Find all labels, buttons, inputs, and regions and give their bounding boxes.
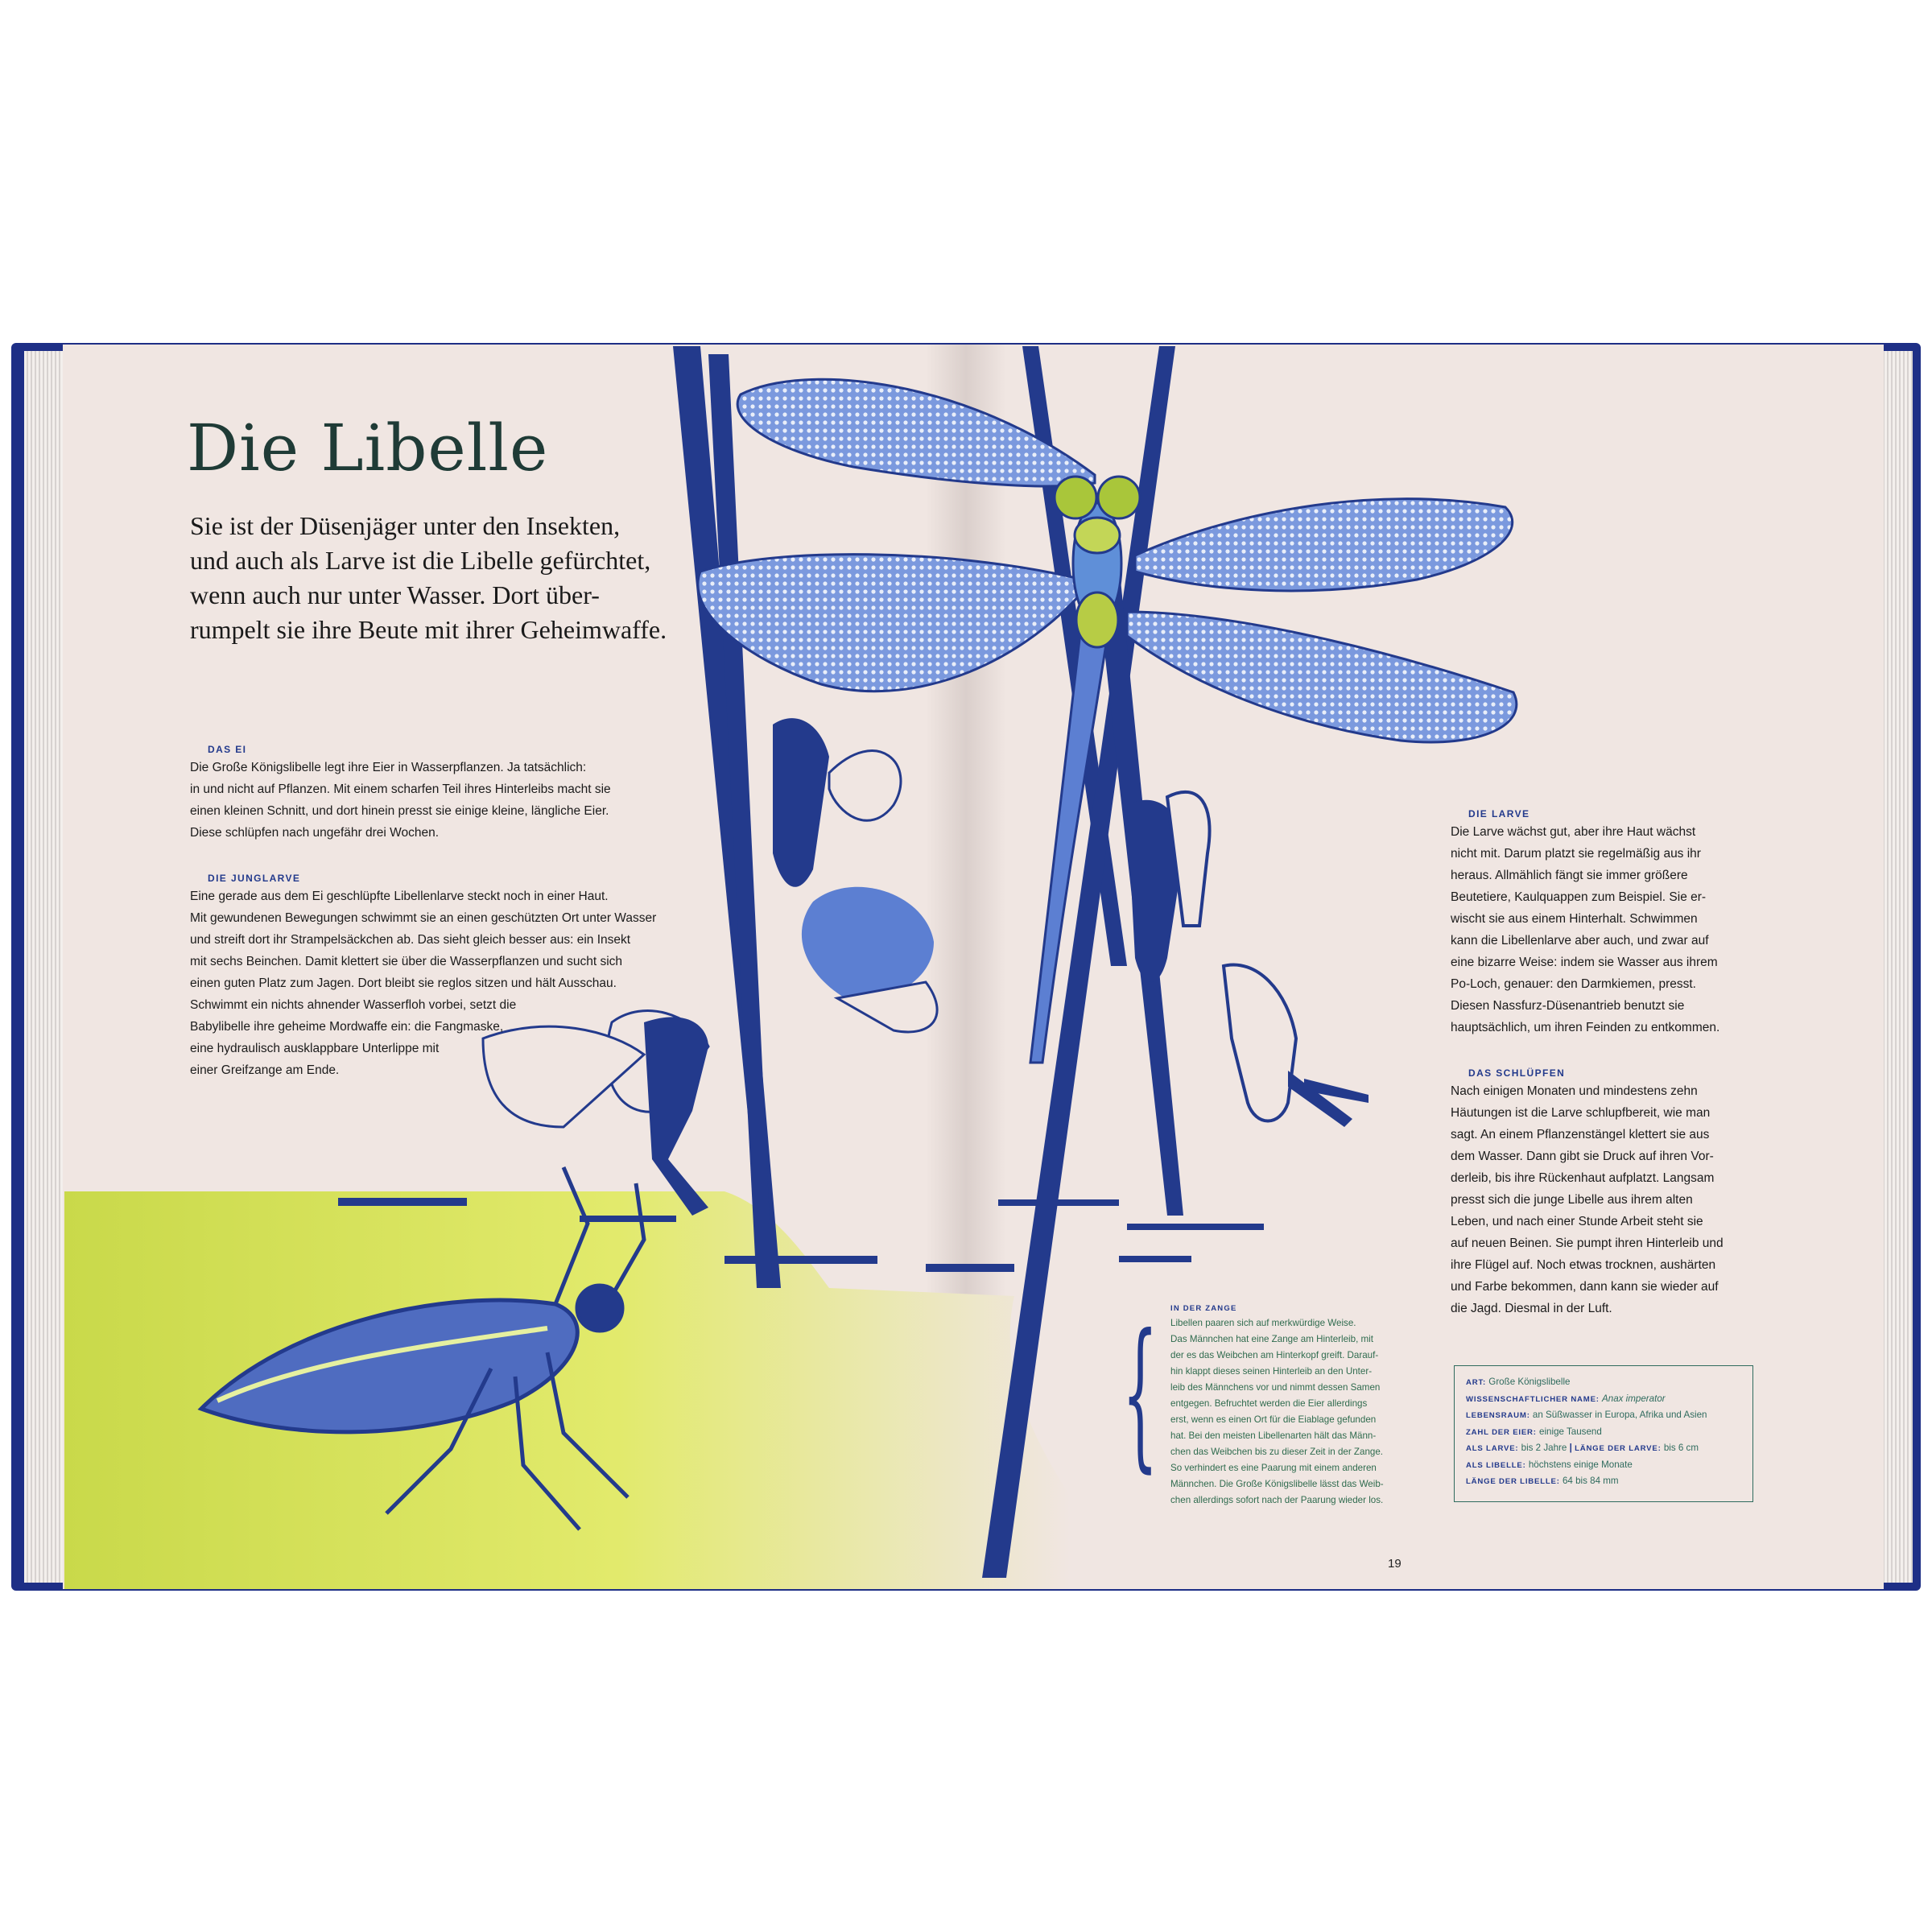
text-line: einer Greifzange am Ende. xyxy=(190,1063,340,1077)
lead-line: Sie ist der Düsenjäger unter den Insekten, xyxy=(190,511,621,540)
text-line: hauptsächlich, um ihren Feinden zu entkommen. xyxy=(1451,1021,1720,1034)
pond-water xyxy=(64,1191,1071,1589)
text-line: derleib, bis ihre Rückenhaut aufplatzt. Langsam xyxy=(1451,1171,1715,1185)
fact-label: ART: xyxy=(1466,1378,1487,1387)
text-line: und streift dort ihr Strampelsäckchen ab. Das sieht gleich besser aus: ein Insekt xyxy=(190,933,631,947)
fact-row-larva xyxy=(1466,1440,1741,1457)
text-line: Diesen Nassfurz-Düsenantrieb benutzt sie xyxy=(1451,999,1685,1013)
text-line: eine hydraulisch ausklappbare Unterlippe mit xyxy=(190,1042,440,1055)
text-line: Häutungen ist die Larve schlupfbereit, wie man xyxy=(1451,1106,1711,1120)
section-text-ei xyxy=(190,757,611,844)
text-line: Die Große Königslibelle legt ihre Eier in Wasserpflanzen. Ja tatsächlich: xyxy=(190,761,587,774)
fact-label: ALS LIBELLE: xyxy=(1466,1460,1526,1470)
page-number: 19 xyxy=(1388,1557,1402,1571)
text-line: Leben, und nach einer Stunde Arbeit steht sie xyxy=(1451,1215,1703,1228)
text-line: auf neuen Beinen. Sie pumpt ihren Hinterleib und xyxy=(1451,1236,1724,1250)
text-line: einen guten Platz zum Jagen. Dort bleibt sie reglos sitzen und hält Ausschau. xyxy=(190,976,617,990)
fact-value: Große Königslibelle xyxy=(1488,1377,1571,1387)
text-line: wischt sie aus einem Hinterhalt. Schwimmen xyxy=(1451,912,1698,926)
fact-row-scientific-name xyxy=(1466,1391,1741,1408)
fact-row-eggs xyxy=(1466,1424,1741,1441)
sidenote-heading: IN DER ZANGE xyxy=(1170,1304,1237,1313)
text-line: Diese schlüpfen nach ungefähr drei Wochen. xyxy=(190,826,440,840)
section-heading-larve: DIE LARVE xyxy=(1468,808,1530,819)
fact-label: LÄNGE DER LARVE: xyxy=(1575,1444,1662,1453)
fact-value: 64 bis 84 mm xyxy=(1562,1476,1619,1486)
species-factbox xyxy=(1454,1365,1753,1502)
sidenote-line: hin klappt dieses seinen Hinterleib an den Unter- xyxy=(1170,1366,1373,1377)
sidenote-line: chen das Weibchen bis zu dieser Zeit in der Zange. xyxy=(1170,1447,1384,1457)
sidenote-line: entgegen. Befruchtet werden die Eier allerdings xyxy=(1170,1398,1368,1409)
text-line: Eine gerade aus dem Ei geschlüpfte Libellenlarve steckt noch in einer Haut. xyxy=(190,890,609,903)
text-line: nicht mit. Darum platzt sie regelmäßig aus ihr xyxy=(1451,847,1701,861)
text-line: eine bizarre Weise: indem sie Wasser aus ihrem xyxy=(1451,956,1718,969)
text-line: und Farbe bekommen, dann kann sie wieder auf xyxy=(1451,1280,1719,1294)
text-line: Schwimmt ein nichts ahnender Wasserfloh vorbei, setzt die xyxy=(190,998,517,1012)
text-line: Babylibelle ihre geheime Mordwaffe ein: die Fangmaske, xyxy=(190,1020,504,1034)
fact-value: bis 6 cm xyxy=(1663,1443,1699,1453)
text-line: Mit gewundenen Bewegungen schwimmt sie an einen geschützten Ort unter Wasser xyxy=(190,911,657,925)
fact-row-adult xyxy=(1466,1457,1741,1474)
sidenote-line: erst, wenn es einen Ort für die Eiablage gefunden xyxy=(1170,1414,1377,1425)
fact-label: LÄNGE DER LIBELLE: xyxy=(1466,1477,1560,1486)
sidenote-line: leib des Männchens vor und nimmt dessen Samen xyxy=(1170,1382,1381,1393)
text-line: Po-Loch, genauer: den Darmkiemen, presst. xyxy=(1451,977,1696,991)
fact-value: einige Tausend xyxy=(1539,1426,1602,1437)
fact-label: ALS LARVE: xyxy=(1466,1444,1519,1453)
fact-label: ZAHL DER EIER: xyxy=(1466,1427,1537,1437)
text-line: ihre Flügel auf. Noch etwas trocknen, aushärten xyxy=(1451,1258,1716,1272)
sidenote-line: der es das Weibchen am Hinterkopf greift. Darauf- xyxy=(1170,1350,1379,1360)
fact-value: Anax imperator xyxy=(1602,1393,1666,1404)
curly-brace: { xyxy=(1122,1300,1158,1488)
fact-row-length xyxy=(1466,1473,1741,1490)
section-heading-schluepfen: DAS SCHLÜPFEN xyxy=(1468,1067,1566,1079)
sidenote-line: chen allerdings sofort nach der Paarung wieder los. xyxy=(1170,1495,1384,1505)
text-line: heraus. Allmählich fängt sie immer größere xyxy=(1451,869,1688,882)
fact-value: höchstens einige Monate xyxy=(1528,1459,1633,1470)
text-line: sagt. An einem Pflanzenstängel klettert sie aus xyxy=(1451,1128,1710,1141)
text-line: mit sechs Beinchen. Damit klettert sie über die Wasserpflanzen und sucht sich xyxy=(190,955,623,968)
text-line: kann die Libellenlarve aber auch, und zwar auf xyxy=(1451,934,1709,947)
sidenote-line: Das Männchen hat eine Zange am Hinterleib, mit xyxy=(1170,1334,1373,1344)
fact-label: WISSENSCHAFTLICHER NAME: xyxy=(1466,1394,1600,1404)
sidenote-line: Männchen. Die Große Königslibelle lässt das Weib- xyxy=(1170,1479,1384,1489)
lead-line: wenn auch nur unter Wasser. Dort über- xyxy=(190,580,600,609)
text-line: dem Wasser. Dann gibt sie Druck auf ihren Vor- xyxy=(1451,1150,1714,1163)
text-line: Die Larve wächst gut, aber ihre Haut wächst xyxy=(1451,825,1696,839)
text-line: presst sich die junge Libelle aus ihrem alten xyxy=(1451,1193,1693,1207)
section-heading-ei: DAS EI xyxy=(208,744,247,755)
sidenote-line: hat. Bei den meisten Libellenarten hält das Männ- xyxy=(1170,1430,1377,1441)
sidenote-line: Libellen paaren sich auf merkwürdige Weise. xyxy=(1170,1318,1356,1328)
fact-row-habitat xyxy=(1466,1407,1741,1424)
text-line: die Jagd. Diesmal in der Luft. xyxy=(1451,1302,1612,1315)
fact-value: bis 2 Jahre xyxy=(1521,1443,1567,1453)
section-heading-junglarve: DIE JUNGLARVE xyxy=(208,873,301,884)
text-line: Beutetiere, Kaulquappen zum Beispiel. Sie er- xyxy=(1451,890,1707,904)
lead-line: und auch als Larve ist die Libelle gefürchtet, xyxy=(190,546,651,575)
page-title: Die Libelle xyxy=(187,411,549,485)
sidenote-line: So verhindert es eine Paarung mit einem anderen xyxy=(1170,1463,1377,1473)
fact-label: LEBENSRAUM: xyxy=(1466,1411,1530,1420)
text-line: Nach einigen Monaten und mindestens zehn xyxy=(1451,1084,1698,1098)
section-text-larve xyxy=(1451,821,1719,1038)
text-line: einen kleinen Schnitt, und dort hinein presst sie einige kleine, längliche Eier. xyxy=(190,804,609,818)
fact-value: an Süßwasser in Europa, Afrika und Asien xyxy=(1532,1410,1707,1420)
sidenote-text xyxy=(1170,1315,1384,1509)
lead-line: rumpelt sie ihre Beute mit ihrer Geheimwaffe. xyxy=(190,615,667,644)
section-text-junglarve xyxy=(190,886,656,1081)
text-line: in und nicht auf Pflanzen. Mit einem scharfen Teil ihres Hinterleibs macht sie xyxy=(190,782,611,796)
lead-paragraph xyxy=(190,509,705,647)
fact-row-art xyxy=(1466,1374,1741,1391)
fact-separator: | xyxy=(1569,1443,1572,1453)
section-text-schluepfen xyxy=(1451,1080,1724,1319)
